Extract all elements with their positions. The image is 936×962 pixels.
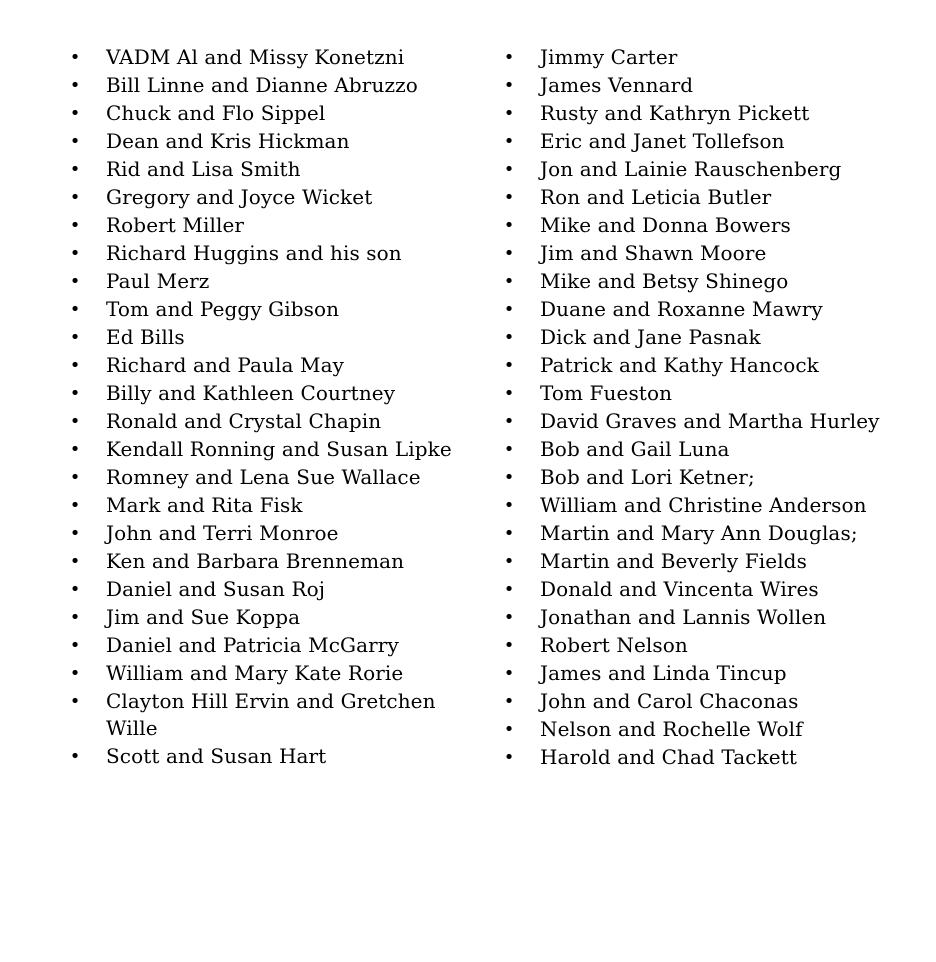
list-item [498, 464, 928, 491]
list-item [498, 548, 928, 575]
list-item [64, 352, 464, 379]
bullet-icon: • [69, 439, 81, 460]
list-item [64, 324, 464, 351]
list-item [498, 240, 928, 267]
list-item [64, 408, 464, 435]
list-item-text: John and Terri Monroe [106, 521, 339, 545]
list-item-text: Daniel and Susan Roj [106, 577, 326, 601]
bullet-icon: • [69, 159, 81, 180]
bullet-icon: • [69, 187, 81, 208]
list-item-text: Rusty and Kathryn Pickett [540, 101, 810, 125]
bullet-icon: • [503, 355, 515, 376]
list-item-text: Billy and Kathleen Courtney [106, 381, 396, 405]
bullet-icon: • [69, 579, 81, 600]
bullet-icon: • [69, 243, 81, 264]
bullet-icon: • [69, 663, 81, 684]
bullet-icon: • [69, 551, 81, 572]
list-item [64, 660, 464, 687]
list-item [498, 520, 928, 547]
list-item-text: Richard Huggins and his son [106, 241, 402, 265]
bullet-icon: • [69, 327, 81, 348]
list-item-text: Martin and Mary Ann Douglas; [540, 521, 858, 545]
list-item [64, 464, 464, 491]
bullet-icon: • [69, 299, 81, 320]
bullet-icon: • [503, 523, 515, 544]
bullet-icon: • [503, 47, 515, 68]
list-item [64, 632, 464, 659]
bullet-icon: • [69, 411, 81, 432]
bullet-icon: • [69, 383, 81, 404]
list-item [64, 212, 464, 239]
bullet-icon: • [69, 271, 81, 292]
list-item-text: Clayton Hill Ervin and Gretchen Wille [106, 689, 436, 740]
list-item [64, 240, 464, 267]
list-item-text: John and Carol Chaconas [540, 689, 799, 713]
list-item-text: Mark and Rita Fisk [106, 493, 303, 517]
list-item-text: Robert Miller [106, 213, 245, 237]
list-item [498, 492, 928, 519]
list-item-text: Martin and Beverly Fields [540, 549, 807, 573]
list-item-text: William and Mary Kate Rorie [106, 661, 404, 685]
list-item [498, 44, 928, 71]
bullet-icon: • [503, 411, 515, 432]
list-item-text: David Graves and Martha Hurley [540, 409, 880, 433]
bullet-icon: • [503, 439, 515, 460]
bullet-icon: • [503, 103, 515, 124]
list-item [64, 604, 464, 631]
list-item-text: Mike and Donna Bowers [540, 213, 791, 237]
list-item-text: Donald and Vincenta Wires [540, 577, 819, 601]
bullet-icon: • [69, 607, 81, 628]
list-item [64, 688, 464, 742]
list-item [498, 380, 928, 407]
bullet-icon: • [69, 523, 81, 544]
list-item-text: Dean and Kris Hickman [106, 129, 350, 153]
list-item [64, 100, 464, 127]
list-item-text: Paul Merz [106, 269, 210, 293]
list-item [64, 156, 464, 183]
list-item-text: Tom and Peggy Gibson [106, 297, 340, 321]
list-item [498, 268, 928, 295]
list-item-text: Tom Fueston [540, 381, 673, 405]
bullet-icon: • [69, 215, 81, 236]
list-item-text: Jon and Lainie Rauschenberg [540, 157, 842, 181]
list-item [498, 660, 928, 687]
list-item-text: Jonathan and Lannis Wollen [540, 605, 827, 629]
list-item-text: Jim and Shawn Moore [540, 241, 767, 265]
bullet-icon: • [69, 691, 81, 712]
list-item-text: Nelson and Rochelle Wolf [540, 717, 803, 741]
list-item-text: Jimmy Carter [540, 45, 678, 69]
list-item [498, 576, 928, 603]
bullet-icon: • [503, 131, 515, 152]
list-item [64, 436, 464, 463]
list-item-text: Richard and Paula May [106, 353, 344, 377]
bullet-icon: • [69, 635, 81, 656]
bullet-icon: • [69, 467, 81, 488]
bullet-icon: • [69, 75, 81, 96]
list-item [498, 436, 928, 463]
bullet-icon: • [503, 327, 515, 348]
list-item [498, 688, 928, 715]
list-item-text: Eric and Janet Tollefson [540, 129, 785, 153]
list-item-text: Patrick and Kathy Hancock [540, 353, 819, 377]
list-item [498, 632, 928, 659]
bullet-icon: • [503, 383, 515, 404]
bullet-icon: • [69, 355, 81, 376]
list-item [498, 156, 928, 183]
list-item-text: Gregory and Joyce Wicket [106, 185, 373, 209]
list-item [498, 296, 928, 323]
list-item [64, 128, 464, 155]
list-item [498, 212, 928, 239]
list-item-text: Scott and Susan Hart [106, 744, 327, 768]
list-item-text: Daniel and Patricia McGarry [106, 633, 399, 657]
bullet-icon: • [503, 607, 515, 628]
list-item-text: William and Christine Anderson [540, 493, 867, 517]
list-item [64, 296, 464, 323]
list-item-text: Ronald and Crystal Chapin [106, 409, 382, 433]
bullet-icon: • [503, 467, 515, 488]
list-item-text: Ken and Barbara Brenneman [106, 549, 405, 573]
list-item [498, 604, 928, 631]
bullet-icon: • [69, 47, 81, 68]
list-item-text: Romney and Lena Sue Wallace [106, 465, 421, 489]
list-item [64, 576, 464, 603]
bullet-icon: • [503, 75, 515, 96]
bullet-icon: • [503, 719, 515, 740]
list-item [498, 716, 928, 743]
bullet-icon: • [69, 103, 81, 124]
left-name-list [64, 44, 464, 771]
bullet-icon: • [503, 243, 515, 264]
bullet-icon: • [503, 271, 515, 292]
list-item [498, 72, 928, 99]
list-item-text: Harold and Chad Tackett [540, 745, 797, 769]
bullet-icon: • [69, 746, 81, 767]
bullet-icon: • [503, 579, 515, 600]
bullet-icon: • [503, 215, 515, 236]
list-item [498, 352, 928, 379]
list-item-text: Chuck and Flo Sippel [106, 101, 326, 125]
list-item-text: James Vennard [540, 73, 694, 97]
list-item [64, 743, 464, 770]
list-item-text: Rid and Lisa Smith [106, 157, 301, 181]
list-item [498, 744, 928, 771]
bullet-icon: • [503, 691, 515, 712]
list-item-text: Ron and Leticia Butler [540, 185, 772, 209]
bullet-icon: • [503, 187, 515, 208]
list-item [64, 380, 464, 407]
list-item [498, 408, 928, 435]
list-item [64, 520, 464, 547]
bullet-icon: • [503, 159, 515, 180]
list-item-text: Bill Linne and Dianne Abruzzo [106, 73, 418, 97]
list-item-text: Mike and Betsy Shinego [540, 269, 789, 293]
right-name-list [498, 44, 928, 772]
bullet-icon: • [503, 299, 515, 320]
list-item-text: James and Linda Tincup [540, 661, 787, 685]
list-item [498, 100, 928, 127]
list-item-text: Dick and Jane Pasnak [540, 325, 761, 349]
list-item-text: VADM Al and Missy Konetzni [106, 45, 405, 69]
list-item [64, 548, 464, 575]
list-item-text: Jim and Sue Koppa [106, 605, 301, 629]
list-item [498, 324, 928, 351]
bullet-icon: • [69, 495, 81, 516]
list-item-text: Bob and Gail Luna [540, 437, 730, 461]
list-item [64, 72, 464, 99]
list-item [498, 184, 928, 211]
list-item-text: Robert Nelson [540, 633, 688, 657]
list-item [498, 128, 928, 155]
list-item-text: Kendall Ronning and Susan Lipke [106, 437, 452, 461]
list-item-text: Duane and Roxanne Mawry [540, 297, 823, 321]
bullet-icon: • [503, 663, 515, 684]
bullet-icon: • [503, 747, 515, 768]
list-item-text: Bob and Lori Ketner; [540, 465, 755, 489]
bullet-icon: • [503, 635, 515, 656]
bullet-icon: • [503, 551, 515, 572]
list-item [64, 184, 464, 211]
list-item-text: Ed Bills [106, 325, 185, 349]
list-item [64, 44, 464, 71]
list-item [64, 492, 464, 519]
bullet-icon: • [503, 495, 515, 516]
bullet-icon: • [69, 131, 81, 152]
list-item [64, 268, 464, 295]
